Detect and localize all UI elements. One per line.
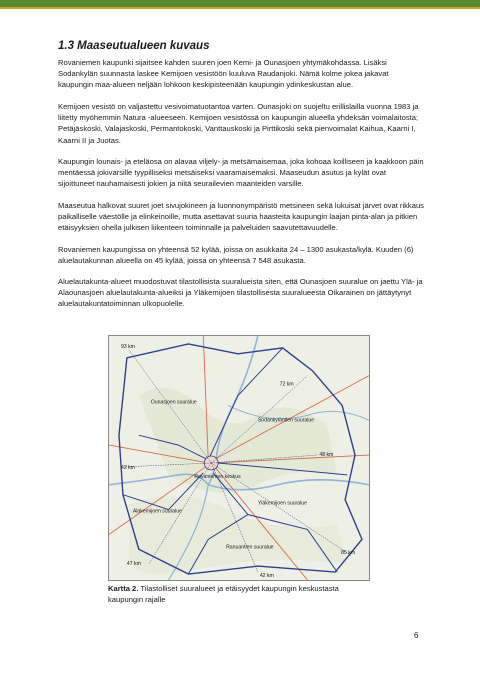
region-label-ylakemijoki: Yläkemijoen suuralue: [257, 500, 308, 507]
paragraph-2: Kemijoen vesistö on valjastettu vesivoimatuotantoa varten. Ounasjoki on suojeltu erillislailla vuonna 1983 ja liitetty myöhemmin Natura -alueeseen. Kemijoen vesistössä on kaupungin alueella yhdeksän voimalaitosta; Petäjäskoski, Valajaskoski, Permantokoski, Vanttauskoski ja Pirttikoski sekä pienvoimalat Kaihua, Kaarni I, Kaarni II ja Juotas.: [58, 102, 419, 145]
distance-label-w: 42 km: [120, 464, 135, 471]
region-label-alakemijoki: Alakemijoen suuralue: [132, 508, 183, 515]
paragraph-4: Maaseutua halkovat suuret joet sivujokineen ja luonnonympäristö metsineen sekä lukuisat järvet ovat rikkaus paikalliselle väestölle ja elinkeinoille, mutta asettavat suuria haasteita kaupungin laajan pinta-alan ja pitkien etäisyyksien ohella julkisen liikenteen toiminnalle ja palveluiden saavutettavuudelle.: [58, 201, 424, 233]
caption-text: Tilastolliset suuralueet ja etäisyydet kaupungin keskustasta kaupungin rajalle: [108, 584, 339, 604]
region-label-ranuantie: Ranuantien suuralue: [226, 544, 274, 551]
section-heading: 1.3 Maaseutualueen kuvaus: [58, 40, 210, 52]
distance-label-nw: 93 km: [120, 343, 135, 350]
caption-label: Kartta 2.: [108, 584, 139, 593]
paragraph-6: Aluelautakunta-alueet muodostuvat tilastollisista suuralueista siten, että Ounasjoen suuralue on jaettu Ylä- ja Alaounasjoen aluelautakunta-alueiksi ja Yläkemijoen tilastollisesta suuralueesta Oikarainen on jättäytynyt aluelautakuntatoiminnan ulkopuolelle.: [58, 277, 423, 309]
region-label-sodankylantie: Sodankyläntien suuralue: [257, 417, 315, 424]
distance-label-ne: 72 km: [279, 381, 294, 388]
distance-label-sw: 47 km: [126, 561, 141, 568]
region-label-keskus: Rovaniemen keskus: [194, 473, 241, 480]
header-bar-gold: [0, 7, 480, 9]
page-number: 6: [414, 631, 419, 640]
region-map: [108, 335, 370, 581]
paragraph-1: Rovaniemen kaupunki sijaitsee kahden suuren joen Kemi- ja Ounasjoen yhtymäkohdassa. Lisäksi Sodankylän suunnasta laskee Kemijoen vesistöön kuuluva Raudanjoki. Nämä kolme jokea jakavat kaupungin maa-alueen neljään lohkoon keskipisteenään kaupungin ydinkeskustan alue.: [58, 58, 389, 90]
paragraph-3: Kaupungin lounais- ja eteläosa on alavaa viljely- ja metsämaisemaa, joka kohoaa koilliseen ja kaakkoon päin mentäessä jokivarsille tyypilliseksi metsäiseksi vaaramaisemaksi. Maaseudun asutus ja kylät ovat sijoittuneet nauhamaisesti jokien ja niitä seurailevien maanteiden varsille.: [58, 157, 424, 189]
region-label-ounasjoki: Ounasjoen suuralue: [150, 399, 197, 406]
distance-label-s: 42 km: [259, 573, 274, 580]
paragraph-5: Rovaniemen kaupungissa on yhteensä 52 kylää, joissa on asukkaita 24 – 1300 asukasta/kylä. Kuuden (6) aluelautakunnan alueella on 45 kylää, joissa on yhteensä 7 548 asukasta.: [58, 245, 414, 266]
map-caption: [108, 584, 370, 605]
distance-label-e: 48 km: [319, 452, 334, 459]
distance-label-se: 85 km: [341, 550, 356, 557]
header-bar-green: [0, 0, 480, 7]
